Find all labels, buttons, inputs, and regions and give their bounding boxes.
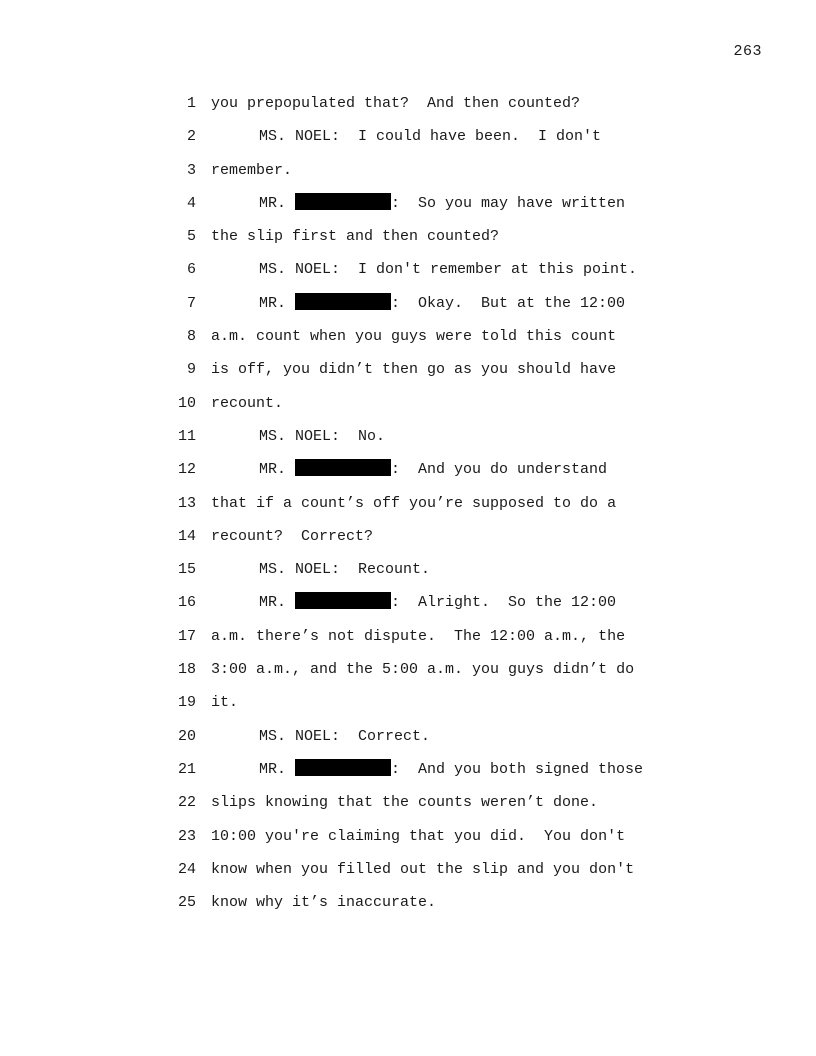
transcript-line: [172, 659, 692, 692]
line-number: 2: [186, 128, 196, 146]
text-segment: MR.: [259, 760, 296, 778]
transcript-line: [172, 759, 692, 792]
line-text: [211, 426, 385, 459]
line-number: 13: [177, 494, 196, 512]
text-segment: MR.: [259, 461, 296, 479]
text-segment: a.m. count when you guys were told this count: [211, 328, 617, 346]
line-text: [211, 792, 598, 825]
text-segment: : And you both signed those: [391, 760, 644, 778]
line-number: 8: [186, 328, 196, 346]
line-text: [211, 226, 499, 259]
text-segment: : Okay. But at the 12:00: [391, 294, 626, 312]
line-number: 7: [186, 294, 196, 312]
line-text: [211, 459, 607, 492]
page-number: 263: [733, 43, 762, 60]
text-segment: the slip first and then counted?: [211, 228, 500, 246]
text-segment: MS. NOEL: Correct.: [259, 727, 431, 745]
redaction-box: [295, 459, 391, 476]
text-segment: recount? Correct?: [211, 527, 374, 545]
transcript-line: [172, 126, 692, 159]
text-segment: MS. NOEL: I don't remember at this point.: [259, 261, 638, 279]
line-text: [211, 126, 601, 159]
text-segment: MS. NOEL: I could have been. I don't: [259, 128, 602, 146]
text-segment: MR.: [259, 194, 296, 212]
line-text: [211, 759, 643, 792]
line-text: [211, 559, 430, 592]
text-segment: MR.: [259, 294, 296, 312]
transcript-line: [172, 726, 692, 759]
line-text: [211, 692, 238, 725]
line-number: 14: [177, 527, 196, 545]
line-number: 6: [186, 261, 196, 279]
line-text: [211, 293, 625, 326]
transcript-line: [172, 93, 692, 126]
text-segment: slips knowing that the counts weren’t done.: [211, 794, 599, 812]
transcript-line: [172, 493, 692, 526]
line-text: [211, 160, 292, 193]
line-number: 5: [186, 228, 196, 246]
text-segment: : Alright. So the 12:00: [391, 594, 617, 612]
transcript-line: [172, 293, 692, 326]
text-segment: 10:00 you're claiming that you did. You don't: [211, 827, 626, 845]
transcript-line: [172, 826, 692, 859]
line-number: 4: [186, 194, 196, 212]
transcript-line: [172, 792, 692, 825]
transcript-line: [172, 626, 692, 659]
transcript-line: [172, 359, 692, 392]
redaction-box: [295, 193, 391, 210]
text-segment: recount.: [211, 394, 284, 412]
text-segment: know when you filled out the slip and you don't: [211, 860, 635, 878]
text-segment: remember.: [211, 161, 293, 179]
line-number: 15: [177, 561, 196, 579]
line-text: [211, 626, 625, 659]
text-segment: MR.: [259, 594, 296, 612]
line-text: [211, 326, 616, 359]
line-number: 23: [177, 827, 196, 845]
line-text: [211, 892, 436, 925]
line-number: 11: [177, 427, 196, 445]
line-number: 22: [177, 794, 196, 812]
line-number: 12: [177, 461, 196, 479]
transcript-line: [172, 326, 692, 359]
line-text: [211, 859, 634, 892]
line-text: [211, 359, 616, 392]
transcript-line: [172, 892, 692, 925]
line-text: [211, 726, 430, 759]
transcript-line: [172, 692, 692, 725]
line-number: 17: [177, 627, 196, 645]
line-text: [211, 526, 373, 559]
transcript-line: [172, 393, 692, 426]
text-segment: MS. NOEL: No.: [259, 427, 386, 445]
line-number: 16: [177, 594, 196, 612]
transcript-line: [172, 259, 692, 292]
text-segment: know why it’s inaccurate.: [211, 894, 437, 912]
line-text: [211, 259, 637, 292]
line-text: [211, 493, 616, 526]
redaction-box: [295, 293, 391, 310]
transcript-line: [172, 226, 692, 259]
text-segment: it.: [211, 694, 239, 712]
text-segment: that if a count’s off you’re supposed to do a: [211, 494, 617, 512]
line-number: 1: [186, 95, 196, 112]
line-text: [211, 393, 283, 426]
line-number: 19: [177, 694, 196, 712]
line-number: 21: [177, 760, 196, 778]
text-segment: : So you may have written: [391, 194, 626, 212]
text-segment: is off, you didn’t then go as you should have: [211, 361, 617, 379]
line-number: 25: [177, 894, 196, 912]
text-segment: MS. NOEL: Recount.: [259, 561, 431, 579]
line-number: 20: [177, 727, 196, 745]
text-segment: a.m. there’s not dispute. The 12:00 a.m., the: [211, 627, 626, 645]
line-number: 9: [186, 361, 196, 379]
text-segment: you prepopulated that? And then counted?: [211, 95, 581, 112]
line-number: 18: [177, 661, 196, 679]
transcript-body: [172, 93, 692, 925]
line-text: [211, 826, 625, 859]
transcript-line: [172, 592, 692, 625]
line-number: 3: [186, 161, 196, 179]
line-number: 10: [177, 394, 196, 412]
transcript-line: [172, 426, 692, 459]
line-text: [211, 193, 625, 226]
line-text: [211, 592, 616, 625]
redaction-box: [295, 592, 391, 609]
transcript-line: [172, 859, 692, 892]
redaction-box: [295, 759, 391, 776]
transcript-line: [172, 193, 692, 226]
line-text: [211, 93, 580, 126]
text-segment: 3:00 a.m., and the 5:00 a.m. you guys didn’t do: [211, 661, 635, 679]
transcript-line: [172, 526, 692, 559]
line-text: [211, 659, 634, 692]
transcript-line: [172, 160, 692, 193]
transcript-line: [172, 559, 692, 592]
line-number: 24: [177, 860, 196, 878]
transcript-line: [172, 459, 692, 492]
text-segment: : And you do understand: [391, 461, 608, 479]
